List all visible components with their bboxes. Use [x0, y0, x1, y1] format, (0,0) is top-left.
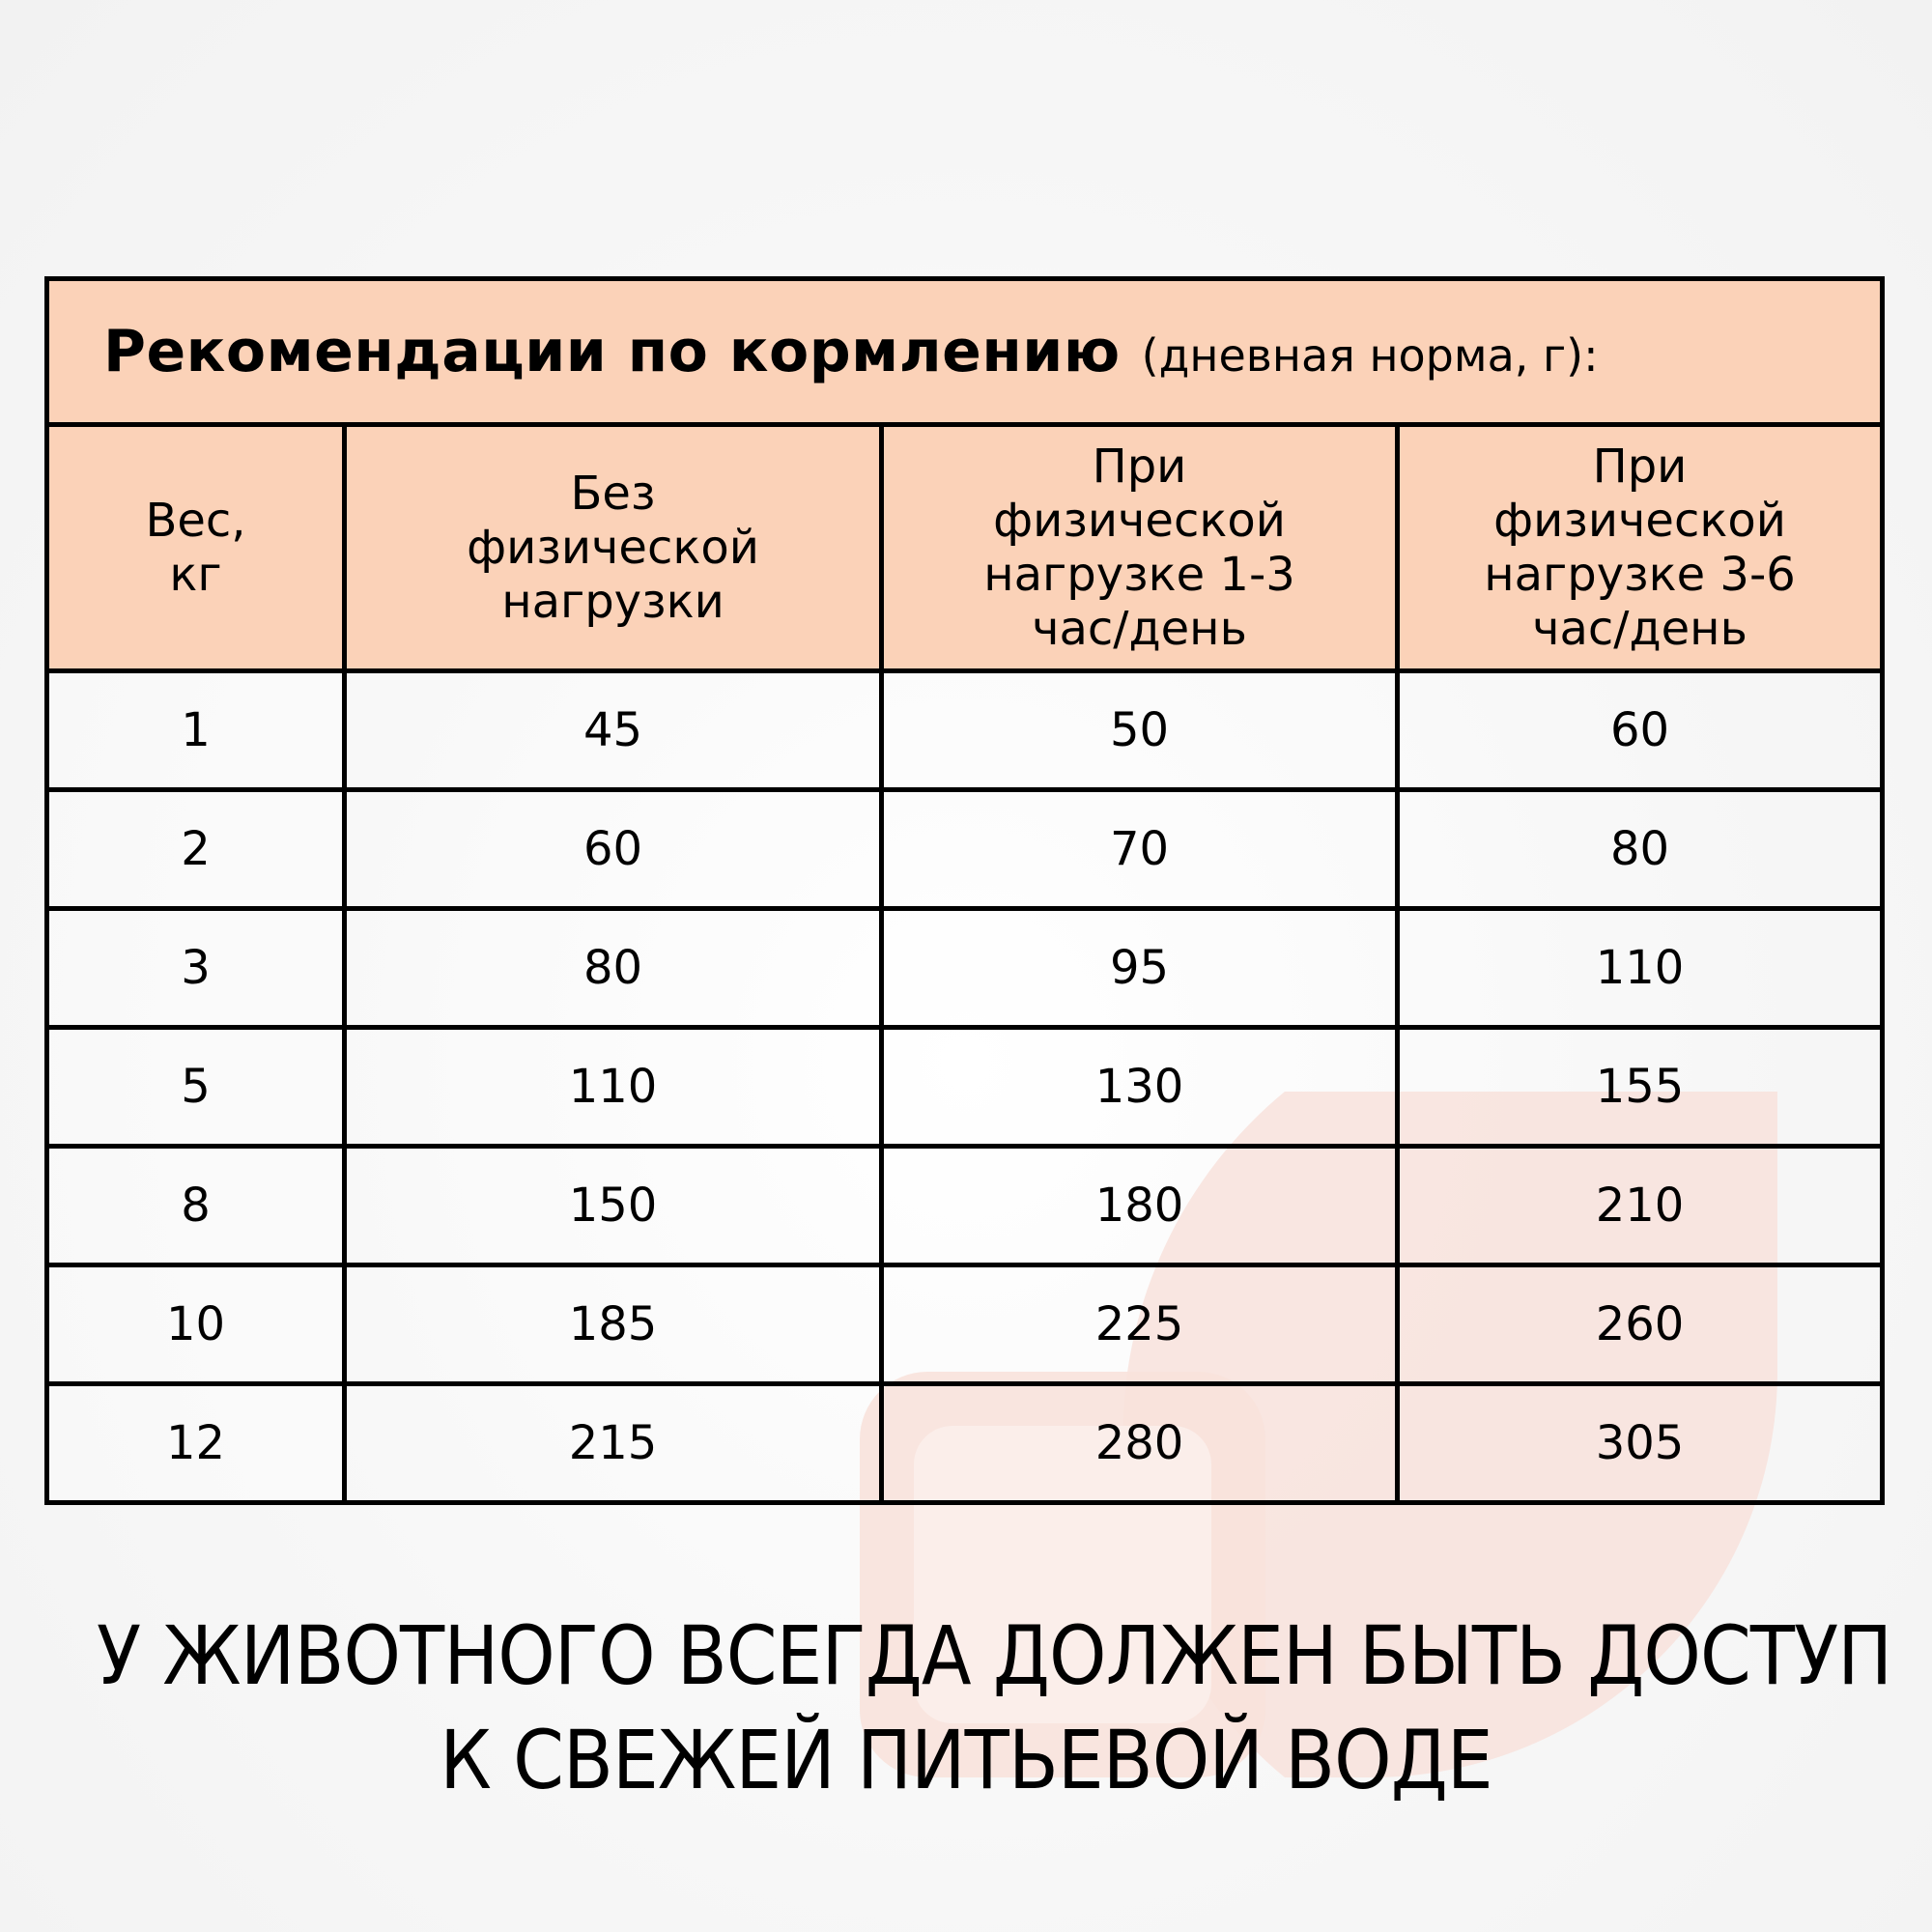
cell-activity-1-3: 95	[882, 909, 1398, 1028]
water-note-line-2: К СВЕЖЕЙ ПИТЬЕВОЙ ВОДЕ	[440, 1713, 1492, 1807]
cell-weight: 8	[47, 1147, 345, 1265]
cell-no-activity: 150	[345, 1147, 882, 1265]
table-row	[47, 1265, 1883, 1384]
column-header-activity-3-6: При физической нагрузке 3-6 час/день	[1398, 425, 1883, 671]
cell-activity-3-6: 155	[1398, 1028, 1883, 1147]
cell-activity-1-3: 130	[882, 1028, 1398, 1147]
cell-weight: 2	[47, 790, 345, 909]
title-subtitle: (дневная норма, г):	[1141, 329, 1599, 382]
table-row	[47, 1147, 1883, 1265]
water-access-note	[97, 1604, 1892, 1812]
column-header-no-activity: Без физической нагрузки	[345, 425, 882, 671]
table-row	[47, 1384, 1883, 1503]
water-note-line-1: У ЖИВОТНОГО ВСЕГДА ДОЛЖЕН БЫТЬ ДОСТУП	[97, 1608, 1892, 1703]
table-row	[47, 909, 1883, 1028]
cell-activity-1-3: 280	[882, 1384, 1398, 1503]
feeding-recommendations-table	[44, 276, 1885, 1505]
title-main: Рекомендации по кормлению	[103, 318, 1121, 385]
table-row	[47, 790, 1883, 909]
cell-weight: 12	[47, 1384, 345, 1503]
cell-no-activity: 60	[345, 790, 882, 909]
cell-weight: 5	[47, 1028, 345, 1147]
cell-activity-1-3: 70	[882, 790, 1398, 909]
column-header-activity-1-3: При физической нагрузке 1-3 час/день	[882, 425, 1398, 671]
cell-activity-1-3: 50	[882, 671, 1398, 790]
title-row	[47, 279, 1883, 425]
cell-weight: 3	[47, 909, 345, 1028]
table-row	[47, 1028, 1883, 1147]
cell-activity-3-6: 260	[1398, 1265, 1883, 1384]
cell-weight: 10	[47, 1265, 345, 1384]
column-header-weight: Вес, кг	[47, 425, 345, 671]
cell-no-activity: 45	[345, 671, 882, 790]
header-row	[47, 425, 1883, 671]
cell-activity-1-3: 180	[882, 1147, 1398, 1265]
cell-no-activity: 80	[345, 909, 882, 1028]
table-title	[47, 279, 1883, 425]
cell-activity-3-6: 210	[1398, 1147, 1883, 1265]
cell-weight: 1	[47, 671, 345, 790]
cell-no-activity: 110	[345, 1028, 882, 1147]
cell-activity-3-6: 305	[1398, 1384, 1883, 1503]
cell-no-activity: 215	[345, 1384, 882, 1503]
cell-activity-3-6: 110	[1398, 909, 1883, 1028]
cell-activity-3-6: 80	[1398, 790, 1883, 909]
cell-activity-1-3: 225	[882, 1265, 1398, 1384]
cell-no-activity: 185	[345, 1265, 882, 1384]
cell-activity-3-6: 60	[1398, 671, 1883, 790]
table-row	[47, 671, 1883, 790]
